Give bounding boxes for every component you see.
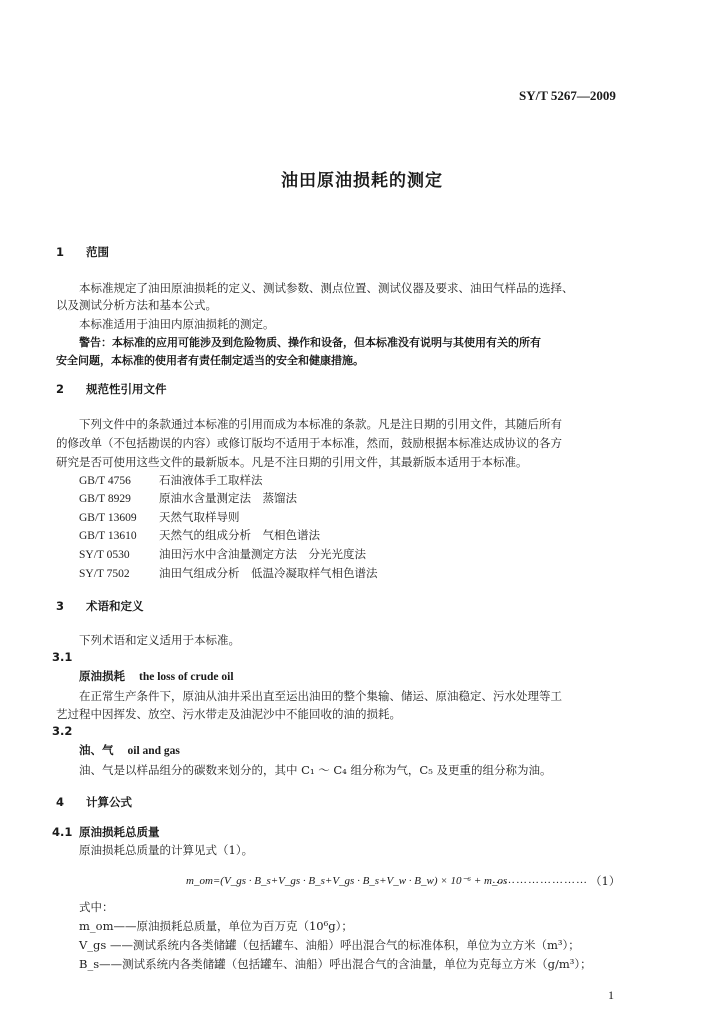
reference-name: 石油液体手工取样法 [159,473,263,487]
paragraph: 下列文件中的条款通过本标准的引用而成为本标准的条款。凡是注日期的引用文件，其随后所有 [79,417,562,431]
page-number: 1 [608,988,614,1002]
subsection-number: 4.1 [52,825,73,839]
reference-name: 油田气组成分析 低温冷凝取样气相色谱法 [159,566,378,580]
reference-name: 天然气的组成分析 气相色谱法 [159,528,320,542]
page-title: 油田原油损耗的测定 [281,171,443,191]
paragraph: 原油损耗总质量的计算见式（1）。 [79,843,254,857]
variable-definition: m_om——原油损耗总质量，单位为百万克（10⁶g）； [79,919,353,933]
where-label: 式中： [79,900,114,914]
reference-code: GB/T 4756 [79,475,131,487]
section-title: 计算公式 [86,795,132,809]
section-title: 规范性引用文件 [86,382,167,396]
reference-name: 原油水含量测定法 蒸馏法 [159,491,297,505]
reference-item [79,546,366,562]
variable-definition: B_s——测试系统内各类储罐（包括罐车、油船）呼出混合气的含油量，单位为克每立方米（g/m³）； [79,957,592,971]
section-number: 4 [56,795,65,809]
variable-definition: V_gs ——测试系统内各类储罐（包括罐车、油船）呼出混合气的标准体积，单位为立方米（m³）； [79,938,580,952]
reference-code: GB/T 13610 [79,530,137,542]
reference-item [79,509,240,525]
reference-name: 天然气取样导则 [159,510,240,524]
section-title: 范围 [86,245,109,259]
formula: m_om=(V_gs · B_s+V_gs · B_s+V_gs · B_s+V_w · B_w) × 10⁻⁶ + m_os [186,875,508,887]
reference-code: GB/T 13609 [79,512,137,524]
reference-item [79,565,378,581]
section-number: 1 [56,245,65,259]
term-definition: 在正常生产条件下，原油从油井采出直至运出油田的整个集输、储运、原油稳定、污水处理等工 [79,689,562,703]
reference-item [79,490,297,506]
reference-item [79,472,263,488]
section-4-heading [56,794,132,810]
paragraph: 研究是否可使用这些文件的最新版本。凡是不注日期的引用文件，其最新版本适用于本标准。 [56,455,528,469]
reference-code: SY/T 7502 [79,568,130,580]
paragraph: 的修改单（不包括勘误的内容）或修订版均不适用于本标准，然而，鼓励根据本标准达成协议的各方 [56,436,562,450]
term-chinese: 原油损耗 [79,669,125,683]
section-3-heading [56,598,144,614]
warning-text: 安全问题，本标准的使用者有责任制定适当的安全和健康措施。 [56,354,364,367]
subsection-title: 原油损耗总质量 [79,825,160,839]
clause-number: 3.2 [52,724,73,738]
subsection-heading [52,824,160,840]
section-2-heading [56,381,167,397]
standard-number: SY/T 5267—2009 [519,88,616,103]
formula-leader: …………………… [492,874,588,886]
clause-number: 3.1 [52,650,73,664]
reference-item [79,527,320,543]
term-definition: 油、气是以样品组分的碳数来划分的，其中 C₁ ～ C₄ 组分称为气，C₅ 及更重的组分称为油。 [79,763,552,777]
term-english: the loss of crude oil [139,671,234,683]
paragraph: 下列术语和定义适用于本标准。 [79,633,240,647]
section-1-heading [56,244,109,260]
term-english: oil and gas [127,745,180,757]
term-heading [79,742,180,758]
term-definition: 艺过程中因挥发、放空、污水带走及油泥沙中不能回收的油的损耗。 [56,707,401,721]
section-title: 术语和定义 [86,599,144,613]
paragraph: 本标准规定了油田原油损耗的定义、测试参数、测点位置、测试仪器及要求、油田气样品的选择、 [79,281,574,295]
reference-code: SY/T 0530 [79,549,130,561]
section-number: 3 [56,599,65,613]
paragraph: 本标准适用于油田内原油损耗的测定。 [79,317,275,331]
reference-code: GB/T 8929 [79,493,131,505]
section-number: 2 [56,382,65,396]
term-chinese: 油、气 [79,743,114,757]
warning-text: 警告：本标准的应用可能涉及到危险物质、操作和设备，但本标准没有说明与其使用有关的所有 [79,336,541,349]
term-heading [79,668,234,684]
equation-number: （1） [590,874,621,888]
reference-name: 油田污水中含油量测定方法 分光光度法 [159,547,366,561]
paragraph: 以及测试分析方法和基本公式。 [56,298,217,312]
